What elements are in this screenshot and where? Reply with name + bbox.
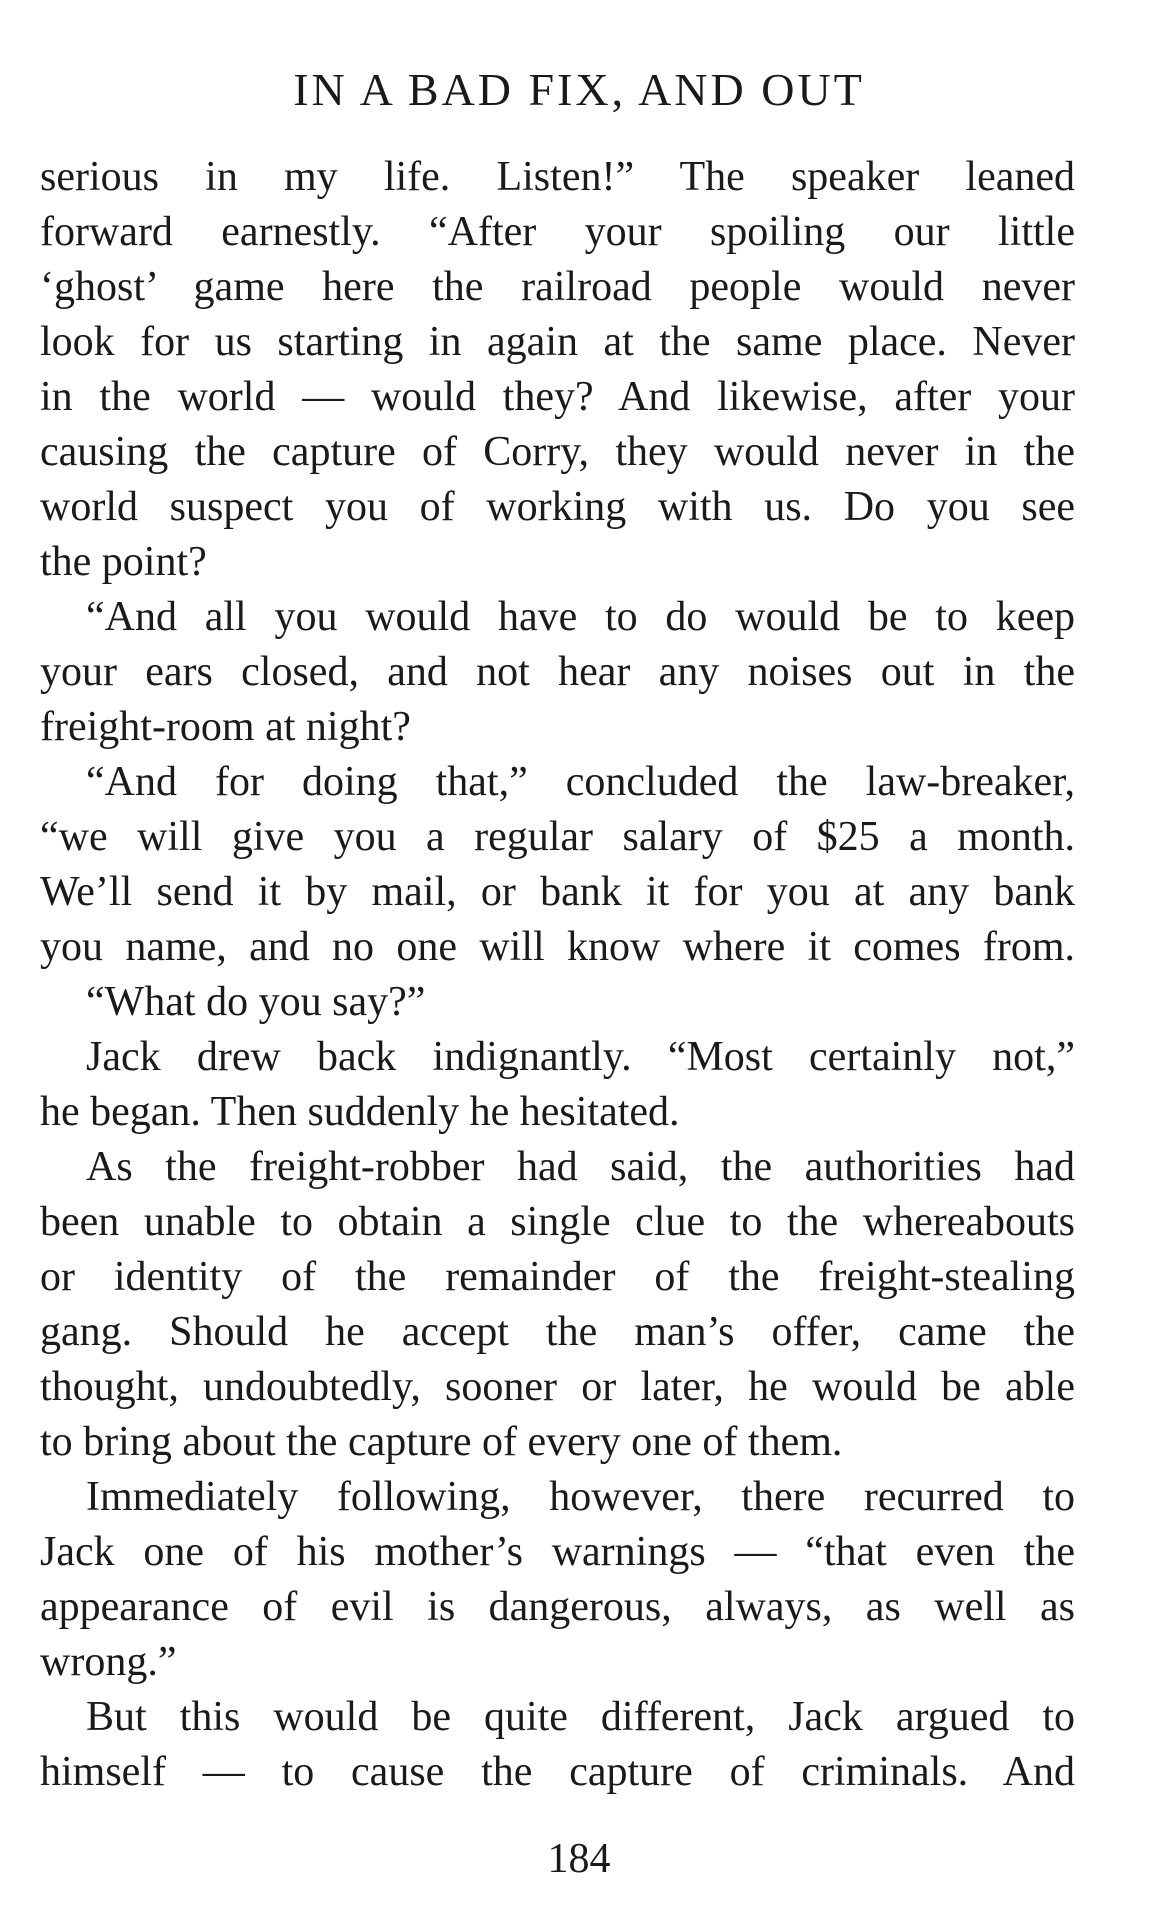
text-line: the point?	[40, 539, 207, 585]
text-line: in the world — would they? And likewise, after your	[40, 374, 1075, 420]
text-line: to bring about the capture of every one of them.	[40, 1419, 843, 1465]
text-line: serious in my life. Listen!” The speaker leaned	[40, 154, 1075, 200]
text-line: been unable to obtain a single clue to the whereabouts	[40, 1199, 1075, 1245]
text-line: himself — to cause the capture of criminals. And	[40, 1749, 1075, 1795]
text-line: Immediately following, however, there recurred to	[86, 1474, 1075, 1520]
page-number: 184	[547, 1836, 611, 1882]
text-line: gang. Should he accept the man’s offer, came the	[40, 1309, 1075, 1355]
text-line: “we will give you a regular salary of $25 a month.	[40, 814, 1075, 860]
text-line: Jack drew back indignantly. “Most certainly not,”	[86, 1034, 1075, 1080]
text-line: he began. Then suddenly he hesitated.	[40, 1089, 680, 1135]
text-line: or identity of the remainder of the freight-stealing	[40, 1254, 1075, 1300]
text-line: As the freight-robber had said, the authorities had	[86, 1144, 1075, 1190]
text-line: ‘ghost’ game here the railroad people would never	[40, 264, 1075, 310]
text-line: “And for doing that,” concluded the law-breaker,	[86, 759, 1075, 805]
text-line: We’ll send it by mail, or bank it for you at any bank	[40, 869, 1075, 915]
text-line: causing the capture of Corry, they would never in the	[40, 429, 1075, 475]
text-line: freight-room at night?	[40, 704, 411, 750]
running-head: IN A BAD FIX, AND OUT	[293, 64, 865, 115]
text-line: look for us starting in again at the same place. Never	[40, 319, 1075, 365]
text-line: But this would be quite different, Jack argued to	[86, 1694, 1075, 1740]
text-line: wrong.”	[40, 1639, 177, 1685]
text-line: appearance of evil is dangerous, always, as well as	[40, 1584, 1075, 1630]
text-line: “What do you say?”	[86, 979, 426, 1025]
text-line: Jack one of his mother’s warnings — “that even the	[40, 1529, 1075, 1575]
body-text	[40, 150, 1075, 1800]
text-line: world suspect you of working with us. Do you see	[40, 484, 1075, 530]
text-line: your ears closed, and not hear any noises out in the	[40, 649, 1075, 695]
text-line: you name, and no one will know where it comes from.	[40, 924, 1075, 970]
text-line: thought, undoubtedly, sooner or later, he would be able	[40, 1364, 1075, 1410]
text-line: “And all you would have to do would be to keep	[86, 594, 1075, 640]
text-line: forward earnestly. “After your spoiling our little	[40, 209, 1075, 255]
